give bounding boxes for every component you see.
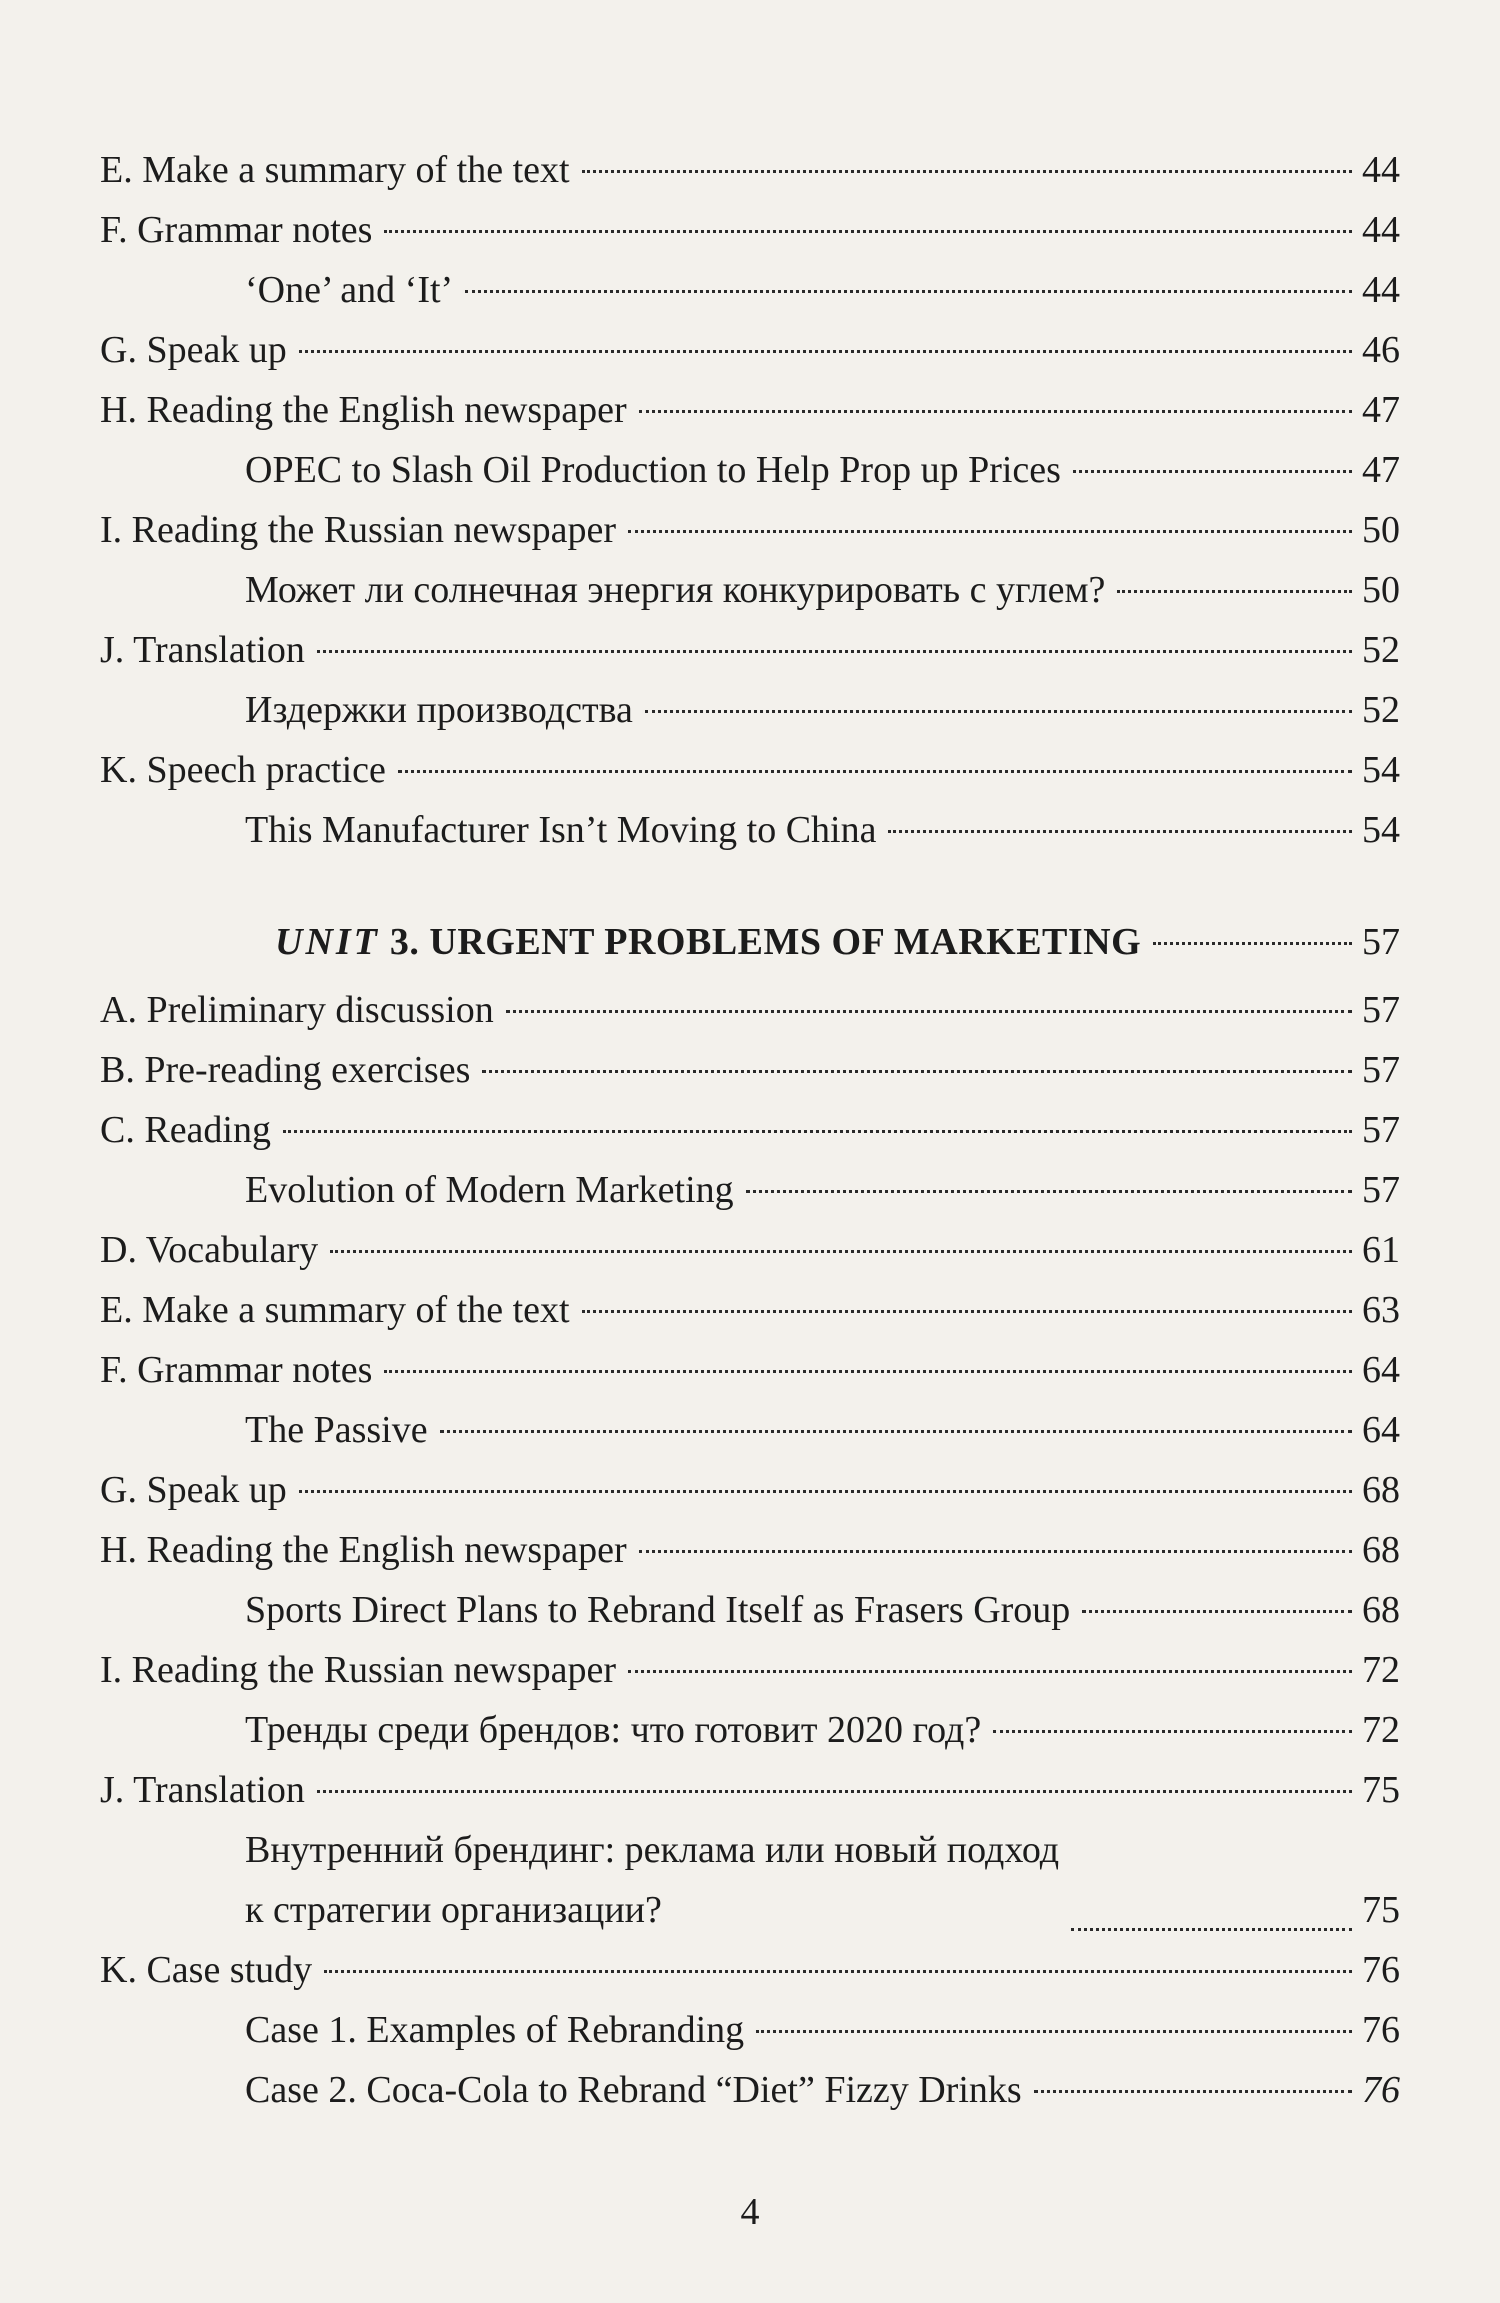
dot-leader (324, 1970, 1352, 1973)
toc-entry (100, 380, 1400, 440)
dot-leader (1117, 590, 1352, 593)
dot-leader (1082, 1610, 1352, 1613)
toc-entry-page: 54 (1362, 809, 1400, 851)
toc-entry-title: D. Vocabulary (100, 1229, 319, 1271)
toc-entry-title: Может ли солнечная энергия конкурировать с углем? (245, 569, 1106, 611)
toc-entry-title: I. Reading the Russian newspaper (100, 509, 617, 551)
dot-leader (330, 1250, 1352, 1253)
dot-leader (482, 1070, 1352, 1073)
dot-leader (1034, 2090, 1352, 2093)
toc-entry-title: H. Reading the English newspaper (100, 1529, 627, 1571)
toc-entry (100, 740, 1400, 800)
dot-leader (582, 1310, 1352, 1313)
toc-subentry (100, 560, 1400, 620)
toc-entry (100, 1460, 1400, 1520)
toc-entry-page: 52 (1362, 689, 1400, 731)
toc-entry (100, 1280, 1400, 1340)
toc-entry-page: 61 (1362, 1229, 1400, 1271)
toc-entry (100, 200, 1400, 260)
dot-leader (299, 1490, 1352, 1493)
toc-entry (100, 1760, 1400, 1820)
toc-entry-page: 44 (1362, 149, 1400, 191)
toc-entry-title: E. Make a summary of the text (100, 1289, 570, 1331)
toc-entry-page: 50 (1362, 509, 1400, 551)
toc-entry (100, 1100, 1400, 1160)
toc-entry-page: 44 (1362, 269, 1400, 311)
toc-entry-title (245, 1820, 1059, 1940)
toc-entry-page: 50 (1362, 569, 1400, 611)
toc-entry-title-line: Внутренний брендинг: реклама или новый подход (245, 1829, 1060, 1871)
dot-leader (1073, 470, 1352, 473)
toc-entry-title: G. Speak up (100, 329, 287, 371)
dot-leader (317, 1790, 1352, 1793)
dot-leader (639, 1550, 1352, 1553)
dot-leader (628, 530, 1352, 533)
dot-leader (1071, 1928, 1352, 1931)
dot-leader (756, 2030, 1352, 2033)
toc-entry-page: 52 (1362, 629, 1400, 671)
toc-subentry (100, 680, 1400, 740)
toc-entry-page: 47 (1362, 449, 1400, 491)
toc-subentry (100, 260, 1400, 320)
page-number: 4 (740, 2191, 760, 2233)
toc-entry-page: 47 (1362, 389, 1400, 431)
dot-leader (993, 1730, 1352, 1733)
dot-leader (440, 1430, 1352, 1433)
toc-entry-page: 44 (1362, 209, 1400, 251)
toc-entry-title: G. Speak up (100, 1469, 287, 1511)
toc-entry-page: 68 (1362, 1529, 1400, 1571)
dot-leader (465, 290, 1352, 293)
toc-subentry (100, 1400, 1400, 1460)
toc-entry-page: 64 (1362, 1349, 1400, 1391)
toc-entry-page: 57 (1362, 1049, 1400, 1091)
toc-entry (100, 1340, 1400, 1400)
toc-subentry (100, 440, 1400, 500)
toc-entry-title: Case 1. Examples of Rebranding (245, 2009, 745, 2051)
toc-entry (100, 1640, 1400, 1700)
toc-entry-title: J. Translation (100, 1769, 305, 1811)
toc-entry-title: Тренды среди брендов: что готовит 2020 год? (245, 1709, 982, 1751)
table-of-contents (100, 140, 1400, 2120)
unit-title (275, 912, 1141, 972)
toc-entry-page: 68 (1362, 1589, 1400, 1631)
dot-leader (1153, 942, 1352, 945)
toc-entry-title: ‘One’ and ‘It’ (245, 269, 454, 311)
dot-leader (384, 230, 1352, 233)
toc-entry-title: H. Reading the English newspaper (100, 389, 627, 431)
toc-entry-title: Sports Direct Plans to Rebrand Itself as Frasers Group (245, 1589, 1071, 1631)
toc-entry-page: 46 (1362, 329, 1400, 371)
toc-entry (100, 1220, 1400, 1280)
toc-entry-page: 57 (1362, 1169, 1400, 1211)
toc-entry-title: The Passive (245, 1409, 428, 1451)
toc-entry (100, 1520, 1400, 1580)
toc-subentry (100, 2060, 1400, 2120)
toc-entry-page: 75 (1362, 1889, 1400, 1931)
toc-entry-page: 72 (1362, 1649, 1400, 1691)
toc-entry-title: F. Grammar notes (100, 1349, 373, 1391)
toc-entry-page: 63 (1362, 1289, 1400, 1331)
toc-subentry (100, 800, 1400, 860)
toc-entry (100, 320, 1400, 380)
toc-entry-page: 76 (1362, 2069, 1400, 2111)
toc-entry-title: I. Reading the Russian newspaper (100, 1649, 617, 1691)
toc-entry-title: Издержки производства (245, 689, 633, 731)
unit-number: 3. (389, 921, 420, 963)
dot-leader (283, 1130, 1352, 1133)
toc-subentry (100, 1160, 1400, 1220)
toc-entry-page: 57 (1362, 989, 1400, 1031)
toc-entry-title: OPEC to Slash Oil Production to Help Prop up Prices (245, 449, 1061, 491)
toc-entry (100, 980, 1400, 1040)
dot-leader (639, 410, 1352, 413)
unit-name: URGENT PROBLEMS OF MARKETING (429, 921, 1142, 963)
toc-subentry (100, 1580, 1400, 1640)
dot-leader (888, 830, 1352, 833)
toc-entry-title: C. Reading (100, 1109, 271, 1151)
toc-entry-page: 54 (1362, 749, 1400, 791)
dot-leader (645, 710, 1352, 713)
toc-entry-title: A. Preliminary discussion (100, 989, 494, 1031)
toc-entry (100, 620, 1400, 680)
toc-subentry (100, 1820, 1400, 1940)
toc-entry-title: Evolution of Modern Marketing (245, 1169, 734, 1211)
toc-entry-page: 68 (1362, 1469, 1400, 1511)
toc-entry (100, 140, 1400, 200)
toc-entry-title: This Manufacturer Isn’t Moving to China (245, 809, 877, 851)
dot-leader (746, 1190, 1352, 1193)
toc-entry-page: 76 (1362, 1949, 1400, 1991)
unit-heading (100, 912, 1400, 972)
toc-entry (100, 500, 1400, 560)
dot-leader (582, 170, 1352, 173)
unit-word: UNIT (275, 921, 380, 963)
toc-entry-page: 57 (1362, 921, 1400, 963)
toc-entry-title: K. Case study (100, 1949, 313, 1991)
dot-leader (384, 1370, 1352, 1373)
toc-entry-page: 76 (1362, 2009, 1400, 2051)
toc-subentry (100, 2000, 1400, 2060)
dot-leader (628, 1670, 1352, 1673)
toc-entry-title: Case 2. Coca-Cola to Rebrand “Diet” Fizzy Drinks (245, 2069, 1022, 2111)
dot-leader (506, 1010, 1352, 1013)
toc-entry (100, 1040, 1400, 1100)
dot-leader (299, 350, 1352, 353)
toc-entry-page: 64 (1362, 1409, 1400, 1451)
toc-entry-title: K. Speech practice (100, 749, 386, 791)
toc-entry-title: E. Make a summary of the text (100, 149, 570, 191)
toc-entry-title: B. Pre-reading exercises (100, 1049, 471, 1091)
dot-leader (317, 650, 1352, 653)
toc-subentry (100, 1700, 1400, 1760)
toc-entry-page: 57 (1362, 1109, 1400, 1151)
toc-entry-title: J. Translation (100, 629, 305, 671)
toc-entry-page: 72 (1362, 1709, 1400, 1751)
toc-entry (100, 1940, 1400, 2000)
toc-entry-title: F. Grammar notes (100, 209, 373, 251)
dot-leader (398, 770, 1352, 773)
toc-entry-title-line: к стратегии организации? (245, 1889, 662, 1931)
toc-entry-page: 75 (1362, 1769, 1400, 1811)
